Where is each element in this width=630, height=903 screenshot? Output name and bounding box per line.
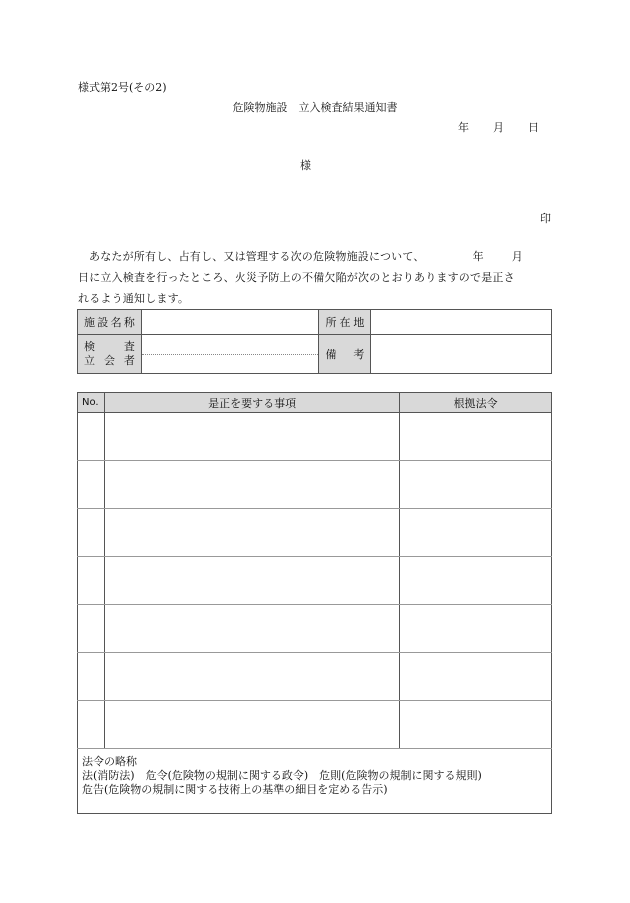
addressee-suffix: 様 <box>300 159 311 172</box>
row-item-cell[interactable] <box>104 509 399 557</box>
row-item-cell[interactable] <box>104 605 399 653</box>
date-year-label: 年 <box>458 121 469 134</box>
facility-name-label-cell <box>78 310 142 335</box>
notice-line-2: 日に立入検査を行ったところ、火災予防上の不備欠陥が次のとおりありますので是正さ <box>78 271 515 284</box>
witness-field-2[interactable] <box>142 355 319 373</box>
remarks-field[interactable] <box>371 335 552 374</box>
location-label-cell <box>319 310 371 335</box>
document-title: 危険物施設 立入検査結果通知書 <box>232 101 398 114</box>
row-law-cell[interactable] <box>400 605 552 653</box>
notice-line-3: れるよう通知します。 <box>78 292 190 305</box>
table-row <box>78 653 552 701</box>
row-item-cell[interactable] <box>104 557 399 605</box>
col-law-header: 根拠法令 <box>400 393 552 413</box>
location-field[interactable] <box>371 310 552 335</box>
remarks-label-cell <box>319 335 371 374</box>
table-row <box>78 509 552 557</box>
seal-mark: 印 <box>540 212 551 225</box>
correction-items-table <box>77 392 552 814</box>
row-no-cell[interactable] <box>78 509 105 557</box>
col-items-header: 是正を要する事項 <box>104 393 399 413</box>
row-no-cell[interactable] <box>78 413 105 461</box>
row-law-cell[interactable] <box>400 461 552 509</box>
table-row <box>78 413 552 461</box>
law-abbreviations-title: 法令の略称 <box>82 755 137 768</box>
law-abbreviations-line-1: 法(消防法) 危令(危険物の規制に関する政令) 危則(危険物の規制に関する規則) <box>82 769 482 782</box>
row-no-cell[interactable] <box>78 653 105 701</box>
inspection-witness-label-cell <box>78 335 142 374</box>
table-row <box>78 461 552 509</box>
table-row <box>78 605 552 653</box>
facility-name-label: 施設名称 <box>84 316 135 329</box>
location-label: 所在地 <box>325 316 365 329</box>
law-abbreviations-line-2: 危告(危険物の規制に関する技術上の基準の細目を定める告示) <box>82 783 388 796</box>
row-law-cell[interactable] <box>400 557 552 605</box>
date-month-label: 月 <box>493 121 504 134</box>
notice-line-1 <box>78 246 552 267</box>
law-abbreviations-note <box>78 749 552 814</box>
row-law-cell[interactable] <box>400 701 552 749</box>
form-number: 様式第2号(その2) <box>78 81 167 94</box>
witness-field-1[interactable] <box>142 335 319 355</box>
remarks-label: 備 考 <box>325 348 365 361</box>
row-item-cell[interactable] <box>104 413 399 461</box>
notice-body <box>78 246 552 309</box>
col-no-header: No. <box>78 393 105 413</box>
table-row <box>78 701 552 749</box>
row-law-cell[interactable] <box>400 653 552 701</box>
inspection-label: 検 査 <box>84 340 135 353</box>
notice-year-label: 年 <box>472 250 484 263</box>
row-item-cell[interactable] <box>104 653 399 701</box>
inspection-witness-field <box>141 335 319 374</box>
notice-line-1-text: あなたが所有し、占有し、又は管理する次の危険物施設について、 <box>89 250 425 263</box>
row-no-cell[interactable] <box>78 605 105 653</box>
row-item-cell[interactable] <box>104 701 399 749</box>
row-law-cell[interactable] <box>400 413 552 461</box>
row-law-cell[interactable] <box>400 509 552 557</box>
date-day-label: 日 <box>528 121 539 134</box>
witness-label: 立会者 <box>84 354 135 367</box>
row-item-cell[interactable] <box>104 461 399 509</box>
table-row <box>78 557 552 605</box>
facility-name-field[interactable] <box>141 310 319 335</box>
row-no-cell[interactable] <box>78 557 105 605</box>
notice-month-label: 月 <box>511 250 523 263</box>
facility-info-table <box>77 309 552 374</box>
row-no-cell[interactable] <box>78 701 105 749</box>
row-no-cell[interactable] <box>78 461 105 509</box>
